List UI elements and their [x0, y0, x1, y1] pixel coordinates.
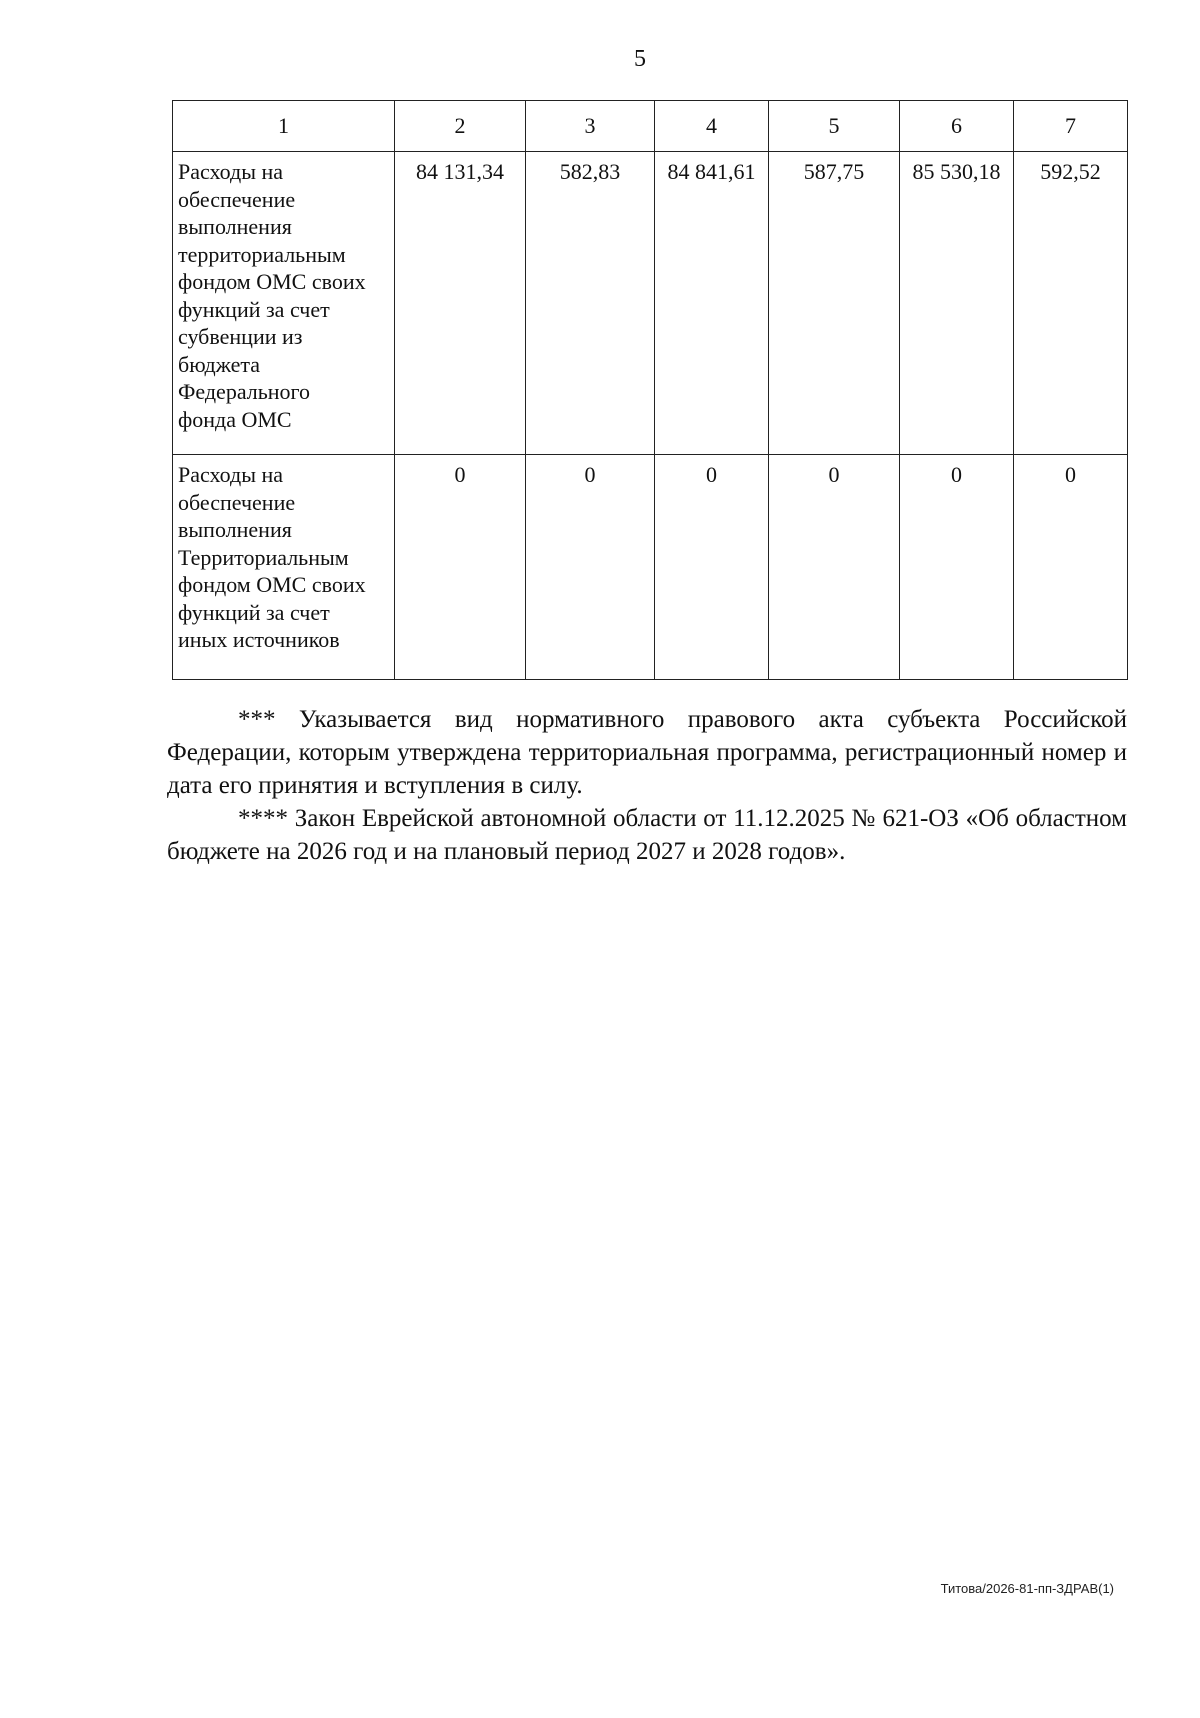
table-cell-value: 0	[526, 455, 655, 680]
column-number-7: 7	[1014, 101, 1128, 152]
label-line: территориальным	[178, 241, 346, 267]
label-line: Территориальным	[178, 544, 349, 570]
table-cell-value: 85 530,18	[900, 152, 1014, 455]
table-cell-value: 84 131,34	[395, 152, 526, 455]
footnote-budget-law: **** Закон Еврейской автономной области от 11.12.2025 № 621-ОЗ «Об областном бюджете на 2026 год и на плановый период 2027 и 2028 годов».	[167, 805, 1127, 865]
table-cell-value: 0	[395, 455, 526, 680]
label-line: фондом ОМС своих	[178, 572, 366, 597]
footnotes	[167, 703, 1127, 868]
table-cell-value: 0	[655, 455, 769, 680]
table-row-other-sources	[173, 455, 1128, 680]
table-cell-value: 582,83	[526, 152, 655, 455]
label-line: фондом ОМС своих	[178, 269, 366, 294]
table-cell-value: 0	[1014, 455, 1128, 680]
table-cell-value: 592,52	[1014, 152, 1128, 455]
page-number: 5	[634, 46, 646, 72]
label-line: иных источников	[178, 627, 340, 652]
table-cell-value: 587,75	[769, 152, 900, 455]
label-line: функций за счет	[178, 599, 330, 625]
row-label-subvention	[173, 152, 395, 455]
label-line: обеспечение	[178, 489, 296, 515]
table-cell-value: 0	[900, 455, 1014, 680]
column-number-1: 1	[173, 101, 395, 152]
document-code: Титова/2026-81-пп-ЗДРАВ(1)	[940, 1581, 1114, 1596]
financing-table	[172, 100, 1128, 680]
footnote-act-type: *** Указывается вид нормативного правового акта субъекта Российской Федерации, которым утверждена территориальная программа, регистрационный номер и дата его принятия и вступления в силу.	[167, 706, 1127, 799]
table-row-subvention	[173, 152, 1128, 455]
table-cell-value: 0	[769, 455, 900, 680]
table-cell-value: 84 841,61	[655, 152, 769, 455]
label-line: субвенции из	[178, 324, 303, 349]
label-line: бюджета	[178, 351, 261, 377]
label-line: выполнения	[178, 517, 292, 542]
label-line: Федерального	[178, 379, 311, 404]
column-number-2: 2	[395, 101, 526, 152]
column-number-3: 3	[526, 101, 655, 152]
row-label-other-sources	[173, 455, 395, 680]
table-header-row	[173, 101, 1128, 152]
column-number-4: 4	[655, 101, 769, 152]
column-number-6: 6	[900, 101, 1014, 152]
label-line: фонда ОМС	[178, 406, 292, 432]
label-line: Расходы на	[178, 462, 284, 487]
label-line: функций за счет	[178, 296, 330, 322]
column-number-5: 5	[769, 101, 900, 152]
label-line: выполнения	[178, 214, 292, 239]
label-line: Расходы на	[178, 159, 284, 184]
label-line: обеспечение	[178, 186, 296, 212]
